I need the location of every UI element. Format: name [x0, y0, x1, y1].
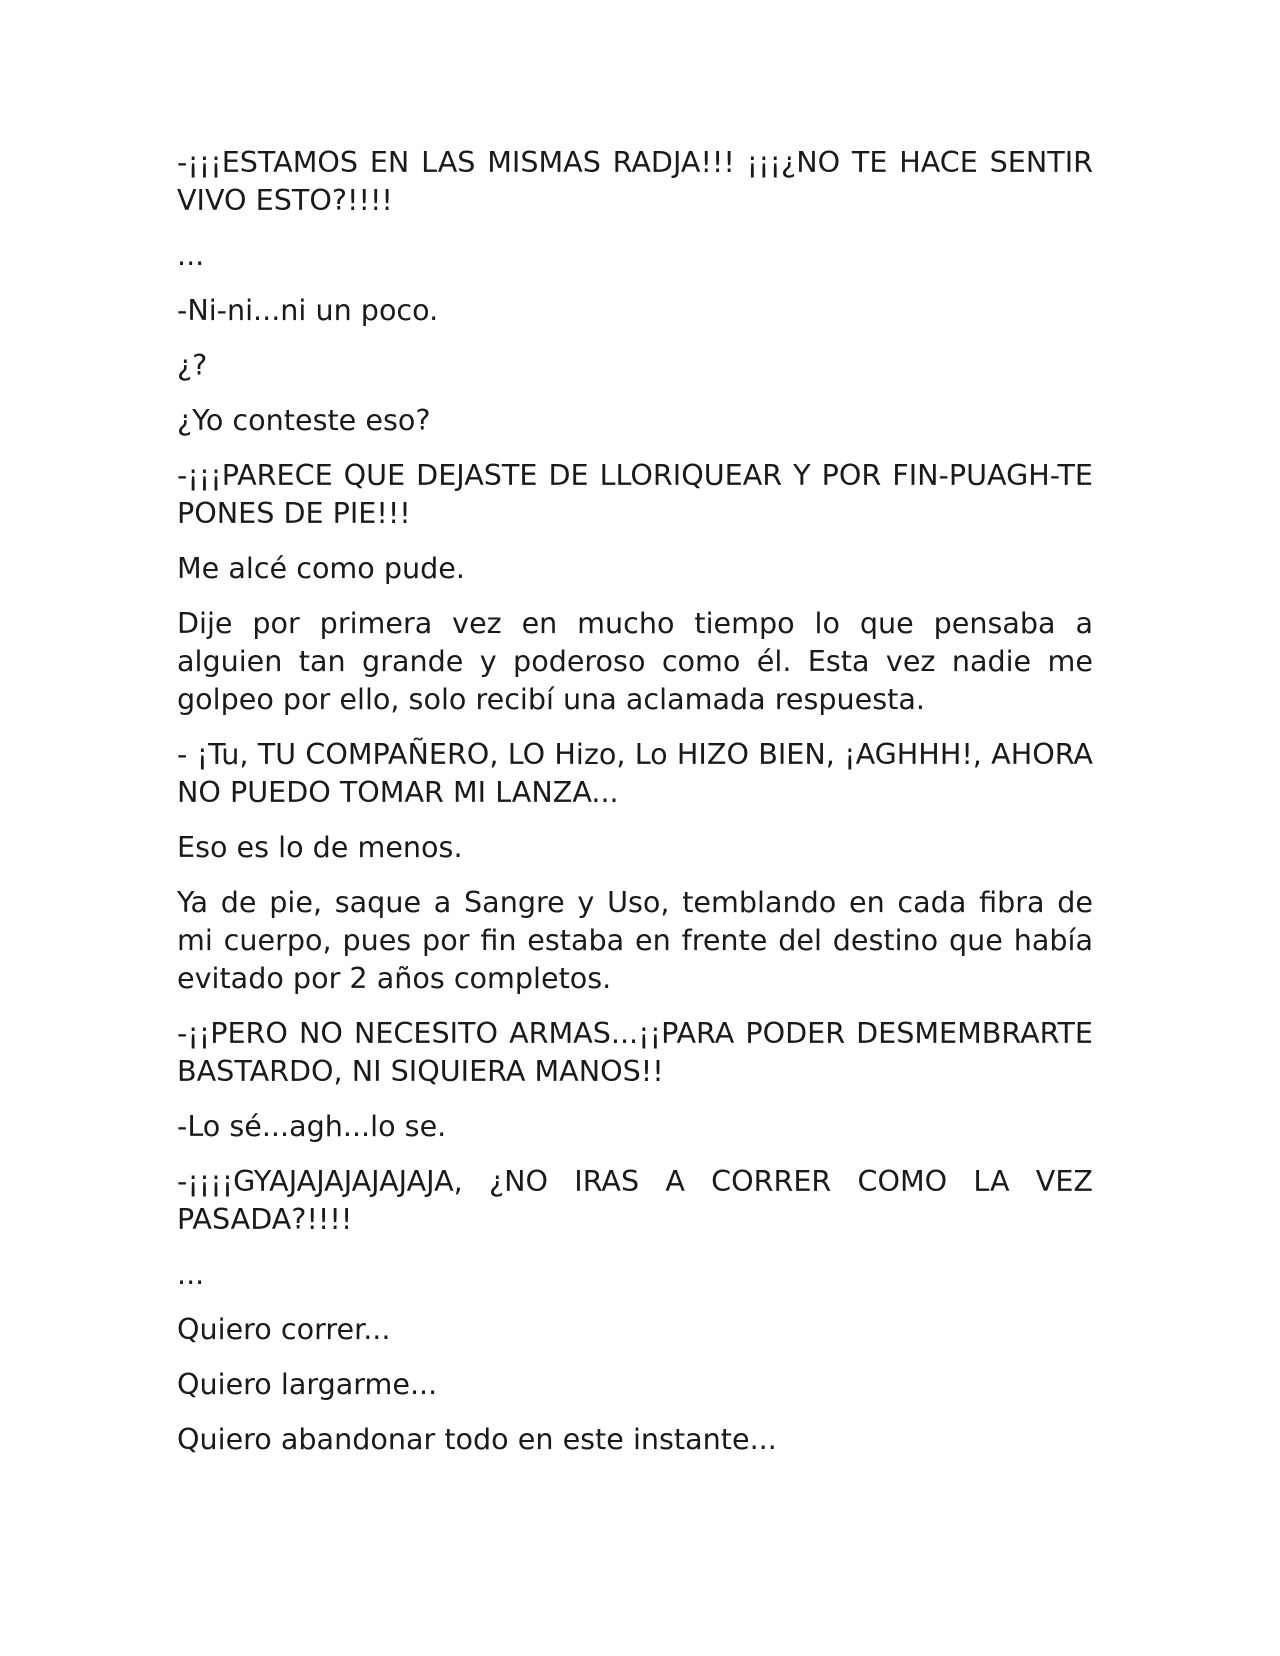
- paragraph: Dije por primera vez en mucho tiempo lo que pensaba a alguien tan grande y poderoso como él. Esta vez nadie me golpeo por ello, solo recibí una aclamada respuesta.: [177, 606, 1093, 716]
- paragraph: Quiero largarme...: [177, 1367, 438, 1401]
- paragraph: -Lo sé...agh...lo se.: [177, 1109, 447, 1143]
- paragraph: ¿?: [177, 348, 208, 382]
- paragraph: Quiero correr...: [177, 1312, 391, 1346]
- paragraph: -¡¡¡¡GYAJAJAJAJAJAJA, ¿NO IRAS A CORRER COMO LA VEZ PASADA?!!!!: [177, 1164, 1093, 1236]
- paragraph: ...: [177, 238, 205, 272]
- paragraph: - ¡Tu, TU COMPAÑERO, LO Hizo, Lo HIZO BIEN, ¡AGHHH!, AHORA NO PUEDO TOMAR MI LANZA...: [177, 737, 1093, 809]
- paragraph: ...: [177, 1257, 205, 1291]
- document-page: [177, 143, 1093, 1475]
- paragraph: -¡¡¡ESTAMOS EN LAS MISMAS RADJA!!! ¡¡¡¿NO TE HACE SENTIR VIVO ESTO?!!!!: [177, 145, 1093, 217]
- paragraph: Eso es lo de menos.: [177, 830, 463, 864]
- paragraph: Me alcé como pude.: [177, 551, 465, 585]
- paragraph: -¡¡PERO NO NECESITO ARMAS...¡¡PARA PODER DESMEMBRARTE BASTARDO, NI SIQUIERA MANOS!!: [177, 1016, 1093, 1088]
- paragraph: -Ni-ni...ni un poco.: [177, 293, 439, 327]
- paragraph: -¡¡¡PARECE QUE DEJASTE DE LLORIQUEAR Y POR FIN-PUAGH-TE PONES DE PIE!!!: [177, 458, 1093, 530]
- paragraph: ¿Yo conteste eso?: [177, 403, 431, 437]
- paragraph: Quiero abandonar todo en este instante...: [177, 1422, 777, 1456]
- paragraph: Ya de pie, saque a Sangre y Uso, temblando en cada fibra de mi cuerpo, pues por fin estaba en frente del destino que había evitado por 2 años completos.: [177, 885, 1093, 995]
